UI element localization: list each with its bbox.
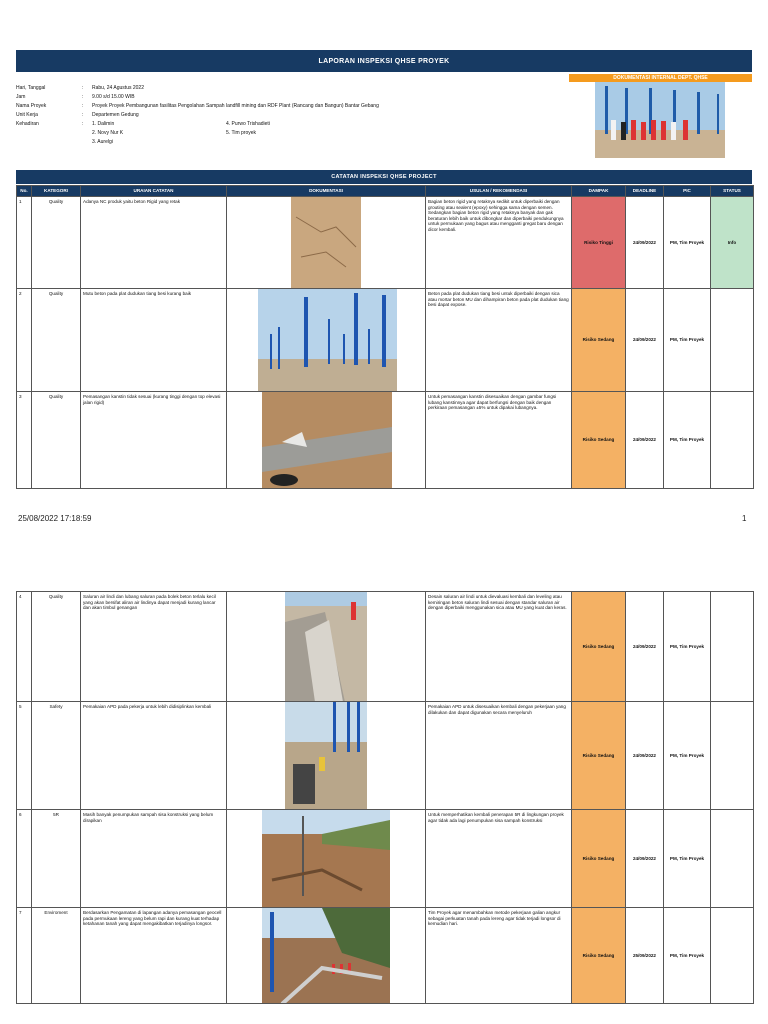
col-dokumentasi: DOKUMENTASI bbox=[227, 186, 426, 197]
table-row bbox=[17, 392, 754, 489]
row-status bbox=[711, 810, 754, 908]
col-deadline: DEADLINE bbox=[626, 186, 664, 197]
row-pic: PM, Tim Proyek bbox=[664, 810, 711, 908]
row-no: 4 bbox=[17, 592, 32, 702]
sep: : bbox=[82, 121, 84, 127]
sep: : bbox=[82, 85, 84, 91]
row-kategori: Quality bbox=[32, 197, 81, 289]
project-value: Proyek Proyek Pembangunan fasilitas Pengolahan Sampah landfill mining dan RDF Plant (Rancang dan Bangun) Bantar Gebang bbox=[92, 103, 379, 109]
col-pic: PIC bbox=[664, 186, 711, 197]
row-usulan: Untuk pemasangan kanstin disesuaikan dengan gambar fungsi lubang kanstinnya agar dapat berfungsi dengan baik dengan perkiraan pemasangan ±5% untuk dipakai lubangnya. bbox=[426, 392, 572, 489]
table-row bbox=[17, 908, 754, 1004]
row-no: 7 bbox=[17, 908, 32, 1004]
row-deadline: 25/09/2022 bbox=[626, 908, 664, 1004]
col-no: No. bbox=[17, 186, 32, 197]
row-photo-cell bbox=[227, 592, 426, 702]
row-photo-cell bbox=[227, 810, 426, 908]
row-no: 5 bbox=[17, 702, 32, 810]
row-pic: PM, Tim Proyek bbox=[664, 392, 711, 489]
row-dampak: Risiko Sedang bbox=[572, 908, 626, 1004]
row-dampak: Risiko Sedang bbox=[572, 810, 626, 908]
report-title: LAPORAN INSPEKSI QHSE PROYEK bbox=[318, 57, 450, 65]
row-dampak: Risiko Sedang bbox=[572, 289, 626, 392]
row-uraian: Berdasarkan Pengamatan di lapangan adanya pemasangan geocell pada permukaan lereng yang belum rapi dan kurang kuat terhadap ketahanan tanah yang dapat mengakibatkan terjadinya longsor. bbox=[81, 908, 227, 1004]
section-title: CATATAN INSPEKSI QHSE PROJECT bbox=[331, 174, 437, 180]
row-kategori: Safety bbox=[32, 702, 81, 810]
col-kategori: KATEGORI bbox=[32, 186, 81, 197]
table-row bbox=[17, 592, 754, 702]
row-usulan: Beton pada plat dudukan tiang besi untuk diperbaiki dengan sica atau mortar beton MU dan dihampiran beton pada plat dudukan tiang besi dapat expose. bbox=[426, 289, 572, 392]
row-usulan: Pemakaian APD untuk disesuaikan kembali dengan pekerjaan yang dilakukan dan dapat digunakan secara menyeluruh bbox=[426, 702, 572, 810]
info-block bbox=[16, 84, 566, 156]
row-deadline: 24/09/2022 bbox=[626, 289, 664, 392]
row-deadline: 24/09/2022 bbox=[626, 702, 664, 810]
row-uraian: Pemasangan kanstin tidak sesuai (kurang tinggi dengan top elevasi jalan rigid) bbox=[81, 392, 227, 489]
row-pic: PM, Tim Proyek bbox=[664, 592, 711, 702]
table-row bbox=[17, 810, 754, 908]
col-uraian: URAIAN CATATAN bbox=[81, 186, 227, 197]
row-status bbox=[711, 289, 754, 392]
project-label: Nama Proyek bbox=[16, 103, 47, 109]
row-no: 6 bbox=[17, 810, 32, 908]
row-photo-cell bbox=[227, 908, 426, 1004]
doc-label: DOKUMENTASI INTERNAL DEPT. QHSE bbox=[613, 75, 708, 81]
row-status bbox=[711, 702, 754, 810]
row-uraian: Masih banyak penumpukan sampah sisa konstruksi yang belum dirapikan bbox=[81, 810, 227, 908]
row-dampak: Risiko Sedang bbox=[572, 392, 626, 489]
table-row bbox=[17, 702, 754, 810]
row-kategori: Quality bbox=[32, 592, 81, 702]
col-usulan: USULAN / REKOMENDASI bbox=[426, 186, 572, 197]
row-photo-cell bbox=[227, 392, 426, 489]
row-status bbox=[711, 592, 754, 702]
slope-photo bbox=[262, 908, 390, 1004]
attendee: 1. Dalimin bbox=[92, 121, 115, 127]
table-header-row bbox=[17, 186, 754, 197]
cracked-concrete-photo bbox=[291, 197, 361, 289]
row-no: 2 bbox=[17, 289, 32, 392]
row-pic: PM, Tim Proyek bbox=[664, 702, 711, 810]
inspection-table-page1 bbox=[16, 185, 754, 489]
attendance-label: Kehadiran bbox=[16, 121, 39, 127]
row-usulan: Desain saluran air lindi untuk dievaluasi kembali dan leveling atau kemiringan beton saluran lindi sesuai dengan standar saluran air dengan diperbaiki menggunakan sica atau MU yang kuat dan keras. bbox=[426, 592, 572, 702]
row-pic: PM, Tim Proyek bbox=[664, 908, 711, 1004]
row-uraian: Pemakaian APD pada pekerja untuk lebih didisiplinkan kembali bbox=[81, 702, 227, 810]
report-title-bar bbox=[16, 50, 752, 72]
inspection-table-page2 bbox=[16, 591, 754, 1004]
sep: : bbox=[82, 112, 84, 118]
row-status bbox=[711, 392, 754, 489]
row-photo-cell bbox=[227, 702, 426, 810]
attendee: 5. Tim proyek bbox=[226, 130, 257, 136]
row-no: 3 bbox=[17, 392, 32, 489]
section-title-bar bbox=[16, 170, 752, 184]
row-usulan: Bagian beton rigid yang retaknya sedikit untuk diperbaiki dengan grouting atau sealent (epoxy) sehingga sama dengan semen. Sedangkan bagian beton rigid yang retaknya banyak dan gak beraturan lebih baik untuk dibongkar dan diperbaiki pendukungnya untuk permukaan yang bagus atau mengganti gregat baru dengan dicor kembali. bbox=[426, 197, 572, 289]
date-label: Hari, Tanggal bbox=[16, 85, 46, 91]
row-uraian: Saluran air lindi dan lubang saluran pada bolek beton terlalu kecil yang akan bersifat aliran air lindinya dapat menjadi kurang lancar dan akan timbul genangan bbox=[81, 592, 227, 702]
row-photo-cell bbox=[227, 289, 426, 392]
page-number: 1 bbox=[742, 514, 747, 523]
row-deadline: 24/09/2022 bbox=[626, 197, 664, 289]
row-status bbox=[711, 908, 754, 1004]
debris-photo bbox=[262, 810, 390, 908]
row-uraian: Adanya NC produk yaitu beton Rigid yang retak bbox=[81, 197, 227, 289]
row-kategori: Quality bbox=[32, 289, 81, 392]
drain-channel-photo bbox=[285, 592, 367, 702]
attendee: 4. Purwo Trishadieti bbox=[226, 121, 270, 127]
row-pic: PM, Tim Proyek bbox=[664, 197, 711, 289]
row-dampak: Risiko Tinggi bbox=[572, 197, 626, 289]
row-usulan: Tim Proyek agar menambahkan metode pekerjaan galian angkur sebagai perkuatan tanah pada lereng agar tidak terjadi longsor di kemudian hari. bbox=[426, 908, 572, 1004]
doc-label-bar bbox=[569, 74, 752, 82]
unit-value: Departemen Gedung bbox=[92, 112, 139, 118]
steel-columns-photo bbox=[258, 289, 397, 392]
row-deadline: 24/09/2022 bbox=[626, 592, 664, 702]
table-row bbox=[17, 197, 754, 289]
kerb-photo bbox=[262, 392, 392, 489]
row-no: 1 bbox=[17, 197, 32, 289]
attendee: 2. Novy Nur K bbox=[92, 130, 124, 136]
row-kategori: Quality bbox=[32, 392, 81, 489]
col-dampak: DAMPAK bbox=[572, 186, 626, 197]
row-dampak: Risiko Sedang bbox=[572, 702, 626, 810]
sep: : bbox=[82, 103, 84, 109]
col-status: STATUS bbox=[711, 186, 754, 197]
unit-label: Unit Kerja bbox=[16, 112, 38, 118]
team-photo bbox=[569, 82, 752, 158]
sep: : bbox=[82, 94, 84, 100]
print-datetime: 25/08/2022 17:18:59 bbox=[18, 514, 92, 523]
row-usulan: Untuk memperhatikan kembali penerapan 5R di lingkungan proyek agar tidak ada lagi penumpukan sisa sampah konstruksi bbox=[426, 810, 572, 908]
time-value: 9.00 s/d 15.00 WIB bbox=[92, 94, 135, 100]
row-deadline: 24/09/2022 bbox=[626, 810, 664, 908]
attendee: 3. Aurelgi bbox=[92, 139, 113, 145]
row-deadline: 24/09/2022 bbox=[626, 392, 664, 489]
row-kategori: Enviroment bbox=[32, 908, 81, 1004]
date-value: Rabu, 24 Agustus 2022 bbox=[92, 85, 144, 91]
time-label: Jam bbox=[16, 94, 26, 100]
row-dampak: Risiko Sedang bbox=[572, 592, 626, 702]
table-row bbox=[17, 289, 754, 392]
row-status: Info bbox=[711, 197, 754, 289]
row-pic: PM, Tim Proyek bbox=[664, 289, 711, 392]
row-photo-cell bbox=[227, 197, 426, 289]
row-kategori: 5R bbox=[32, 810, 81, 908]
row-uraian: Mutu beton pada plat dudukan tiang besi kurang baik bbox=[81, 289, 227, 392]
worker-ppe-photo bbox=[285, 702, 367, 810]
